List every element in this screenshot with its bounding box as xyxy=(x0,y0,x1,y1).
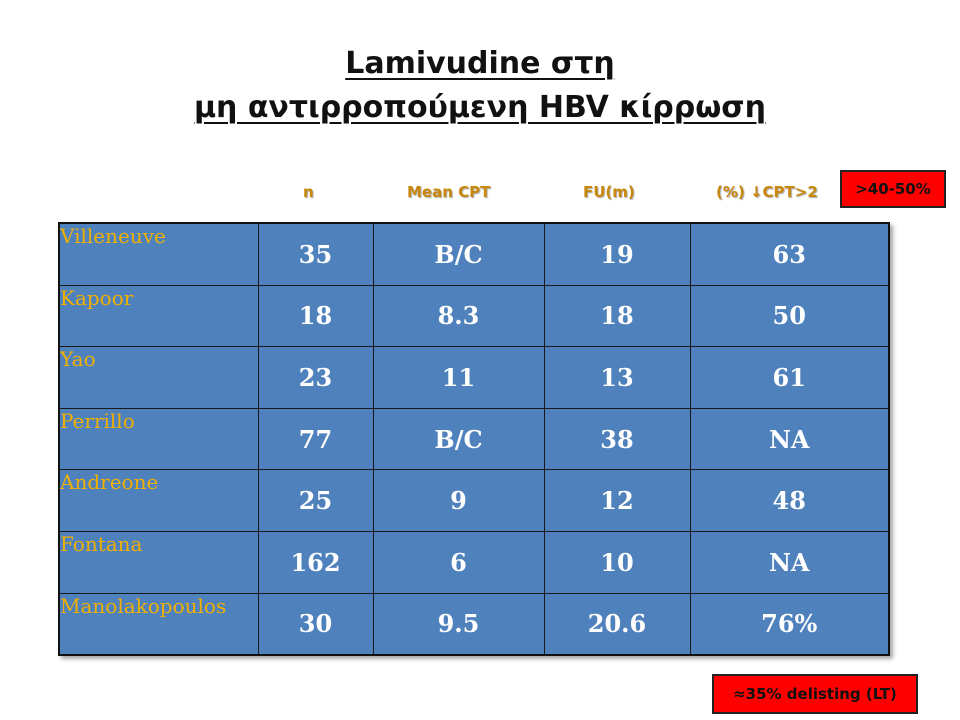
column-header-fu: FU(m) xyxy=(583,183,635,201)
n-cell: 25 xyxy=(258,470,373,532)
cpt-decrease-cell: 61 xyxy=(690,347,889,409)
n-cell: 35 xyxy=(258,223,373,285)
title-line-2: μη αντιρροπούμενη HBV κίρρωση xyxy=(193,90,767,125)
fu-cell: 12 xyxy=(544,470,690,532)
fu-cell: 19 xyxy=(544,223,690,285)
fu-cell: 13 xyxy=(544,347,690,409)
mean-cpt-cell: 8.3 xyxy=(373,285,544,347)
cpt-decrease-cell: NA xyxy=(690,408,889,470)
fu-cell: 10 xyxy=(544,531,690,593)
column-header-mean-cpt: Mean CPT xyxy=(407,183,491,201)
mean-cpt-cell: 9.5 xyxy=(373,593,544,655)
mean-cpt-cell: 6 xyxy=(373,531,544,593)
fu-cell: 20.6 xyxy=(544,593,690,655)
mean-cpt-cell: 9 xyxy=(373,470,544,532)
column-header-cpt-decrease: (%) ↓CPT>2 xyxy=(716,183,818,201)
title-line-1: Lamivudine στη xyxy=(345,46,615,81)
cpt-decrease-cell: 76% xyxy=(690,593,889,655)
n-cell: 77 xyxy=(258,408,373,470)
table-row xyxy=(59,285,889,347)
study-name-cell: Fontana xyxy=(59,531,258,593)
study-name-cell: Villeneuve xyxy=(59,223,258,285)
n-cell: 30 xyxy=(258,593,373,655)
slide-title xyxy=(0,42,960,130)
table-row xyxy=(59,593,889,655)
cpt-decrease-cell: 50 xyxy=(690,285,889,347)
study-name-cell: Kapoor xyxy=(59,285,258,347)
table-row xyxy=(59,408,889,470)
fu-cell: 18 xyxy=(544,285,690,347)
studies-table-body xyxy=(59,223,889,655)
study-name-cell: Andreone xyxy=(59,470,258,532)
delisting-tag: ≈35% delisting (LT) xyxy=(712,674,918,714)
n-cell: 18 xyxy=(258,285,373,347)
studies-table xyxy=(58,222,890,656)
study-name-cell: Yao xyxy=(59,347,258,409)
cpt-decrease-cell: 63 xyxy=(690,223,889,285)
table-row xyxy=(59,531,889,593)
mean-cpt-cell: B/C xyxy=(373,408,544,470)
study-name-cell: Manolakopoulos xyxy=(59,593,258,655)
mean-cpt-cell: B/C xyxy=(373,223,544,285)
cpt-decrease-cell: 48 xyxy=(690,470,889,532)
cpt-decrease-cell: NA xyxy=(690,531,889,593)
fu-cell: 38 xyxy=(544,408,690,470)
table-row xyxy=(59,347,889,409)
column-header-n: n xyxy=(303,183,314,201)
study-name-cell: Perrillo xyxy=(59,408,258,470)
mean-cpt-cell: 11 xyxy=(373,347,544,409)
n-cell: 162 xyxy=(258,531,373,593)
table-row xyxy=(59,223,889,285)
table-row xyxy=(59,470,889,532)
response-rate-tag: >40-50% xyxy=(840,170,946,208)
n-cell: 23 xyxy=(258,347,373,409)
